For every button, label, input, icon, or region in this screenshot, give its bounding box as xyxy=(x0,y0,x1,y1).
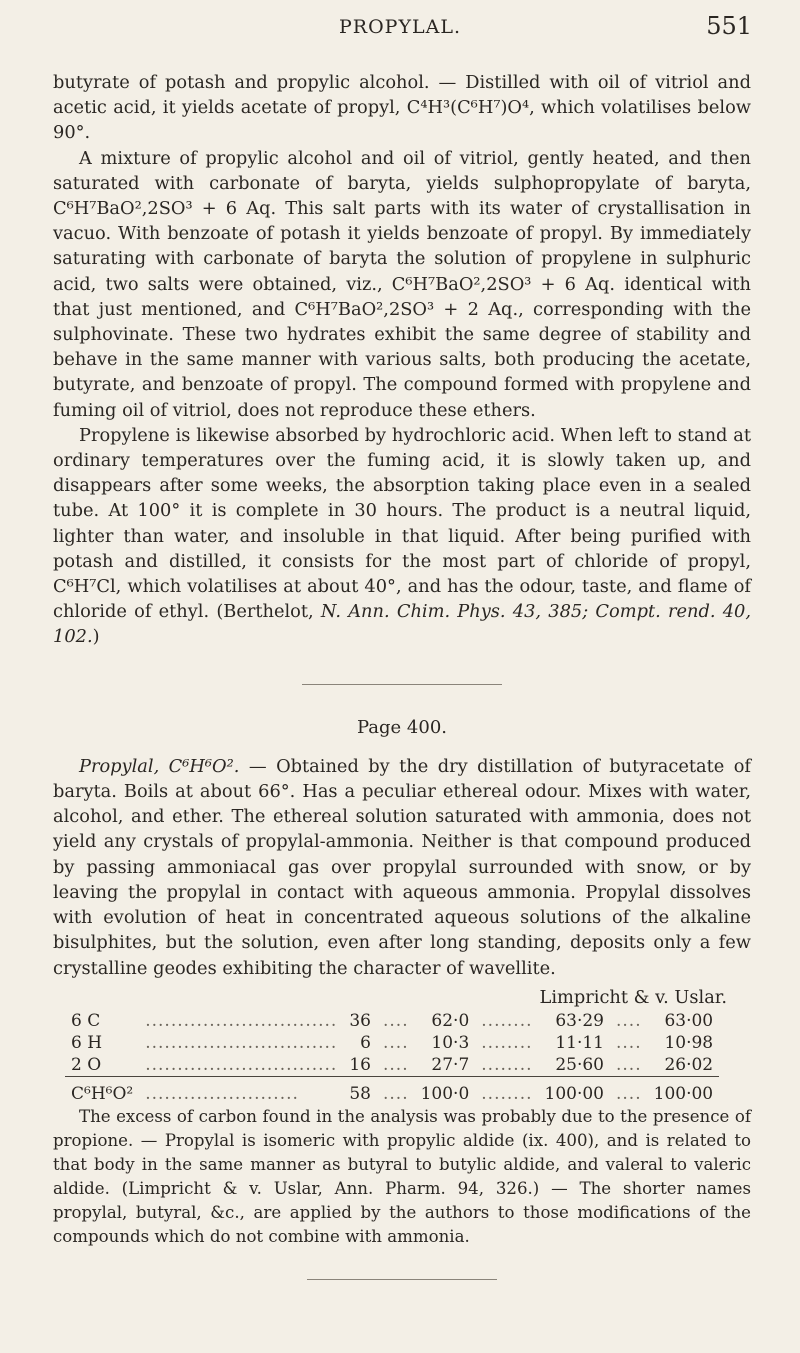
paragraph-2: A mixture of propylic alcohol and oil of vitriol, gently heated, and then saturated with carbonate of baryta, yields sulphopropylate of baryta, C⁶H⁷BaO²,2SO³ + 6 Aq. This salt parts with its water of crystallisation in vacuo. With benzoate of potash it yields benzoate of propyl. By immediately saturating with carbonate of baryta the solution of propylene in sulphuric acid, two salts were obtained, viz., C⁶H⁷BaO²,2SO³ + 6 Aq. identical with that just mentioned, and C⁶H⁷BaO²,2SO³ + 2 Aq., corresponding with the sulphovinate. These two hydrates exhibit the same degree of stability and behave in the same manner with various salts, both producing the acetate, butyrate, and benzoate of propyl. The compound formed with propylene and fuming oil of vitriol, does not reproduce these ethers. xyxy=(53,147,751,421)
calculated-value: 10·3 xyxy=(431,1032,470,1053)
element-label: 6 C xyxy=(71,1010,101,1031)
found-value-2: 26·02 xyxy=(664,1054,714,1075)
running-head: PROPYLAL. xyxy=(339,16,461,38)
leader-dots: .............................. xyxy=(145,1032,338,1053)
analysis-credit: Limpricht & v. Uslar. xyxy=(539,986,727,1008)
equivalent-value: 36 xyxy=(349,1010,371,1031)
separator: .... xyxy=(616,1032,642,1053)
separator: .... xyxy=(382,1032,409,1053)
leader-dots: .............................. xyxy=(145,1054,338,1075)
separator: .... xyxy=(382,1010,409,1031)
citation-reference: N. Ann. Chim. Phys. 43, 385; Compt. rend. 40, 102. xyxy=(53,601,752,648)
section-title: Page 400. xyxy=(356,716,447,738)
formula-label: C⁶H⁶O² xyxy=(65,1076,139,1105)
section-divider xyxy=(302,684,502,685)
separator: ........ xyxy=(481,1032,533,1053)
element-label: 6 H xyxy=(71,1032,103,1053)
section-paragraph xyxy=(53,754,751,981)
found-value-1: 63·29 xyxy=(555,1010,604,1031)
separator: ........ xyxy=(475,1076,538,1105)
citation-close: ) xyxy=(92,626,100,648)
element-label: 2 O xyxy=(71,1054,102,1075)
section-text: — Obtained by the dry distillation of butyracetate of baryta. Boils at about 66°. Has a peculiar ethereal odour. Mixes with water, alcohol, and ether. The ethereal solution saturated with ammonia, does not yield any crystals of propylal-ammonia. Neither is that compound produced by passing ammoniacal gas over propylal surrounded with snow, or by leaving the propylal in contact with aqueous ammonia. Propylal dissolves with evolution of heat in concentrated aqueous solutions of the alkaline bisulphites, but the solution, even after long standing, deposits only a few crystalline geodes exhibiting the character of wavellite. xyxy=(53,755,751,979)
analysis-table xyxy=(65,1010,719,1105)
separator: .... xyxy=(610,1076,648,1105)
section-lead: Propylal, C⁶H⁶O². xyxy=(79,755,240,777)
table-row xyxy=(65,1054,719,1077)
separator: ........ xyxy=(481,1054,533,1075)
leader-dots: .............................. xyxy=(145,1010,338,1031)
table-row xyxy=(65,1032,719,1054)
paragraph-3-text: Propylene is likewise absorbed by hydrochloric acid. When left to stand at ordinary temperatures over the fuming acid, it is slowly taken up, and disappears after some weeks, the absorption taking place even in a sealed tube. At 100° it is complete in 30 hours. The product is a neutral liquid, lighter than water, and insoluble in that liquid. After being purified with potash and distilled, it consists for the most part of chloride of propyl, C⁶H⁷Cl, which volatilises at about 40°, and has the odour, taste, and flame of chloride of ethyl. (Berthelot, xyxy=(53,424,751,623)
table-total-row xyxy=(65,1076,719,1105)
separator: .... xyxy=(616,1010,642,1031)
bottom-divider xyxy=(307,1279,497,1280)
page-body xyxy=(53,70,751,1280)
paragraph-3 xyxy=(53,423,751,650)
found-value-1: 11·11 xyxy=(555,1032,604,1053)
separator: .... xyxy=(382,1054,409,1075)
separator: ........ xyxy=(481,1010,533,1031)
closing-paragraph: The excess of carbon found in the analysis was probably due to the presence of propione. — Propylal is isomeric with propylic aldide (ix. 400), and is related to that body in the same manner as butyral to butylic aldide, and valeral to valeric aldide. (Limpricht & v. Uslar, Ann. Pharm. 94, 326.) — The shorter names propylal, butyral, &c., are applied by the authors to those modifications of the compounds which do not combine with ammonia. xyxy=(53,1106,751,1246)
page-number: 551 xyxy=(706,12,752,40)
calculated-value: 62·0 xyxy=(431,1010,470,1031)
leader-dots: ........................ xyxy=(139,1076,343,1105)
separator: .... xyxy=(616,1054,642,1075)
equivalent-value: 16 xyxy=(349,1054,371,1075)
equivalent-total: 58 xyxy=(343,1076,377,1105)
page-header xyxy=(0,12,800,46)
calculated-total: 100·0 xyxy=(415,1076,476,1105)
found-value-2: 63·00 xyxy=(664,1010,714,1031)
equivalent-value: 6 xyxy=(360,1032,371,1053)
separator: .... xyxy=(377,1076,415,1105)
calculated-value: 27·7 xyxy=(431,1054,470,1075)
found-total-1: 100·00 xyxy=(539,1076,610,1105)
found-value-1: 25·60 xyxy=(555,1054,604,1075)
paragraph-1: butyrate of potash and propylic alcohol. — Distilled with oil of vitriol and acetic acid, it yields acetate of propyl, C⁴H³(C⁶H⁷)O⁴, which volatilises below 90°. xyxy=(53,72,751,144)
found-total-2: 100·00 xyxy=(648,1076,719,1105)
table-row xyxy=(65,1010,719,1032)
found-value-2: 10·98 xyxy=(664,1032,714,1053)
